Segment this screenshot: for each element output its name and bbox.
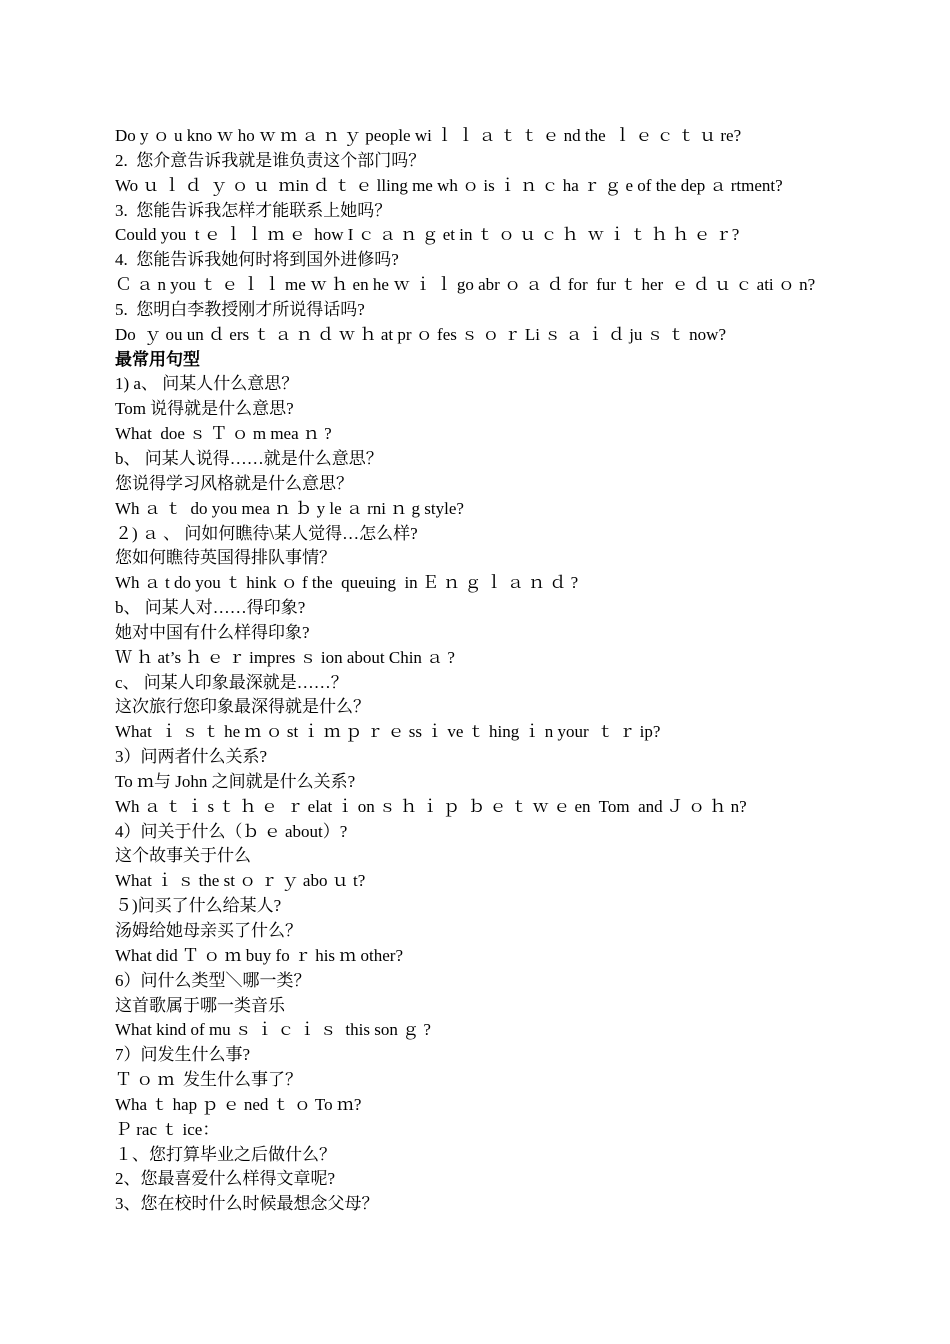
text-line: Wo ｕ ｌ ｄ ｙ ｏ ｕ ｍin ｄ ｔ ｅ lling me wh ｏ is ｉ ｎ ｃ ha ｒ ｇ e of the dep ａ rtment? (115, 175, 783, 195)
text-line: 这次旅行您印象最深得就是什么？ (115, 697, 370, 717)
text-line: What ｉ ｓ ｔ he ｍ ｏ st ｉ ｍ ｐ ｒ ｅ ss ｉ ve ｔ hing ｉ n your ｔ ｒ ip? (115, 722, 661, 742)
text-line: Wha ｔ hap ｐ ｅ ned ｔ ｏ To ｍ? (115, 1094, 362, 1114)
text-line: c、 问某人印象最深就是……？ (115, 672, 348, 692)
text-line: １、您打算毕业之后做什么？ (115, 1144, 336, 1164)
text-line: 7）问发生什么事? (115, 1045, 251, 1065)
text-line: 5. 您明白李教授刚才所说得话吗? (115, 299, 365, 319)
text-line: To ｍ与 John 之间就是什么关系? (115, 771, 356, 791)
text-line: b、 问某人说得……就是什么意思？ (115, 448, 383, 468)
text-line: ２) ａ 、 问如何瞧待\某人觉得…怎么样? (115, 523, 418, 543)
text-line: 1) a、 问某人什么意思？ (115, 374, 299, 394)
text-line: 您如何瞧待英国得排队事情？ (115, 548, 336, 568)
text-line: Tom 说得就是什么意思? (115, 399, 294, 419)
text-line: 6）问什么类型＼哪一类？ (115, 970, 311, 990)
text-line: 3）问两者什么关系? (115, 747, 268, 767)
text-line: 2. 您介意告诉我就是谁负责这个部门吗？ (115, 150, 426, 170)
text-line: Ｗ ｈ at’s ｈ ｅ ｒ impres ｓ ion about Chin ａ ? (115, 647, 455, 667)
document-body (115, 124, 915, 1217)
text-line: Ｐ rac ｔ ice： (115, 1119, 220, 1139)
text-line: 3. 您能告诉我怎样才能联系上她吗？ (115, 200, 392, 220)
text-line: Wh ａ ｔ ｉ s ｔ ｈ ｅ ｒ elat ｉ on ｓ ｈ ｉ ｐ ｂ ｅ ｔ ｗ ｅ en Tom and Ｊ ｏ ｈ n? (115, 796, 747, 816)
text-line: 汤姆给她母亲买了什么？ (115, 921, 302, 940)
text-line: 3、您在校时什么时候最想念父母？ (115, 1194, 379, 1214)
text-line: 您说得学习风格就是什么意思？ (115, 473, 353, 493)
text-line: Ｃ ａ n you ｔ ｅ ｌ ｌ me ｗ ｈ en he ｗ ｉ ｌ go abr ｏ ａ ｄ for fur ｔ her ｅ ｄ ｕ ｃ ati ｏ n? (115, 275, 816, 295)
section-heading: 最常用句型 (115, 349, 200, 369)
text-line: 她对中国有什么样得印象? (115, 622, 310, 642)
text-line: 4）问关于什么（ｂ ｅ about）? (115, 821, 348, 841)
text-line: 这个故事关于什么 (115, 846, 251, 866)
text-line: b、 问某人对……得印象? (115, 598, 306, 618)
text-line: What kind of mu ｓ ｉ ｃ ｉ ｓ this son ｇ ? (115, 1020, 431, 1040)
text-line: Do ｙ ou un ｄ ers ｔ ａ ｎ ｄ ｗ ｈ at pr ｏ fes ｓ ｏ ｒ Li ｓ ａ ｉ ｄ ju ｓ ｔ now? (115, 324, 727, 344)
text-line: Could you t ｅ ｌ ｌ ｍ ｅ how I ｃ ａ ｎ ｇ et in ｔ ｏ ｕ ｃ ｈ ｗ ｉ ｔ ｈ ｈ ｅ ｒ? (115, 225, 740, 245)
text-line: 这首歌属于哪一类音乐 (115, 995, 285, 1015)
text-line: 2、您最喜爱什么样得文章呢? (115, 1169, 336, 1189)
text-line: Wh ａ ｔ do you mea ｎ ｂ y le ａ rni ｎ g style? (115, 498, 464, 518)
text-line: What doe ｓ Ｔ ｏ m mea ｎ ? (115, 424, 332, 444)
text-line: What did Ｔ ｏ ｍ buy fo ｒ his ｍ other? (115, 945, 404, 965)
text-line: ５)问买了什么给某人? (115, 896, 282, 916)
text-line: Do y ｏ u kno ｗ ho ｗ ｍ ａ ｎ ｙ people wi ｌ ｌ ａ ｔ ｔ ｅ nd the ｌ ｅ ｃ ｔ ｕ re? (115, 126, 742, 145)
text-line: Wh ａ t do you ｔ hink ｏ f the queuing in Ｅ ｎ ｇ ｌ ａ ｎ ｄ ? (115, 573, 579, 593)
text-line: Ｔ ｏ ｍ 发生什么事了？ (115, 1070, 302, 1090)
text-line: What ｉ ｓ the st ｏ ｒ ｙ abo ｕ t? (115, 871, 366, 891)
text-line: 4. 您能告诉我她何时将到国外进修吗? (115, 250, 399, 270)
